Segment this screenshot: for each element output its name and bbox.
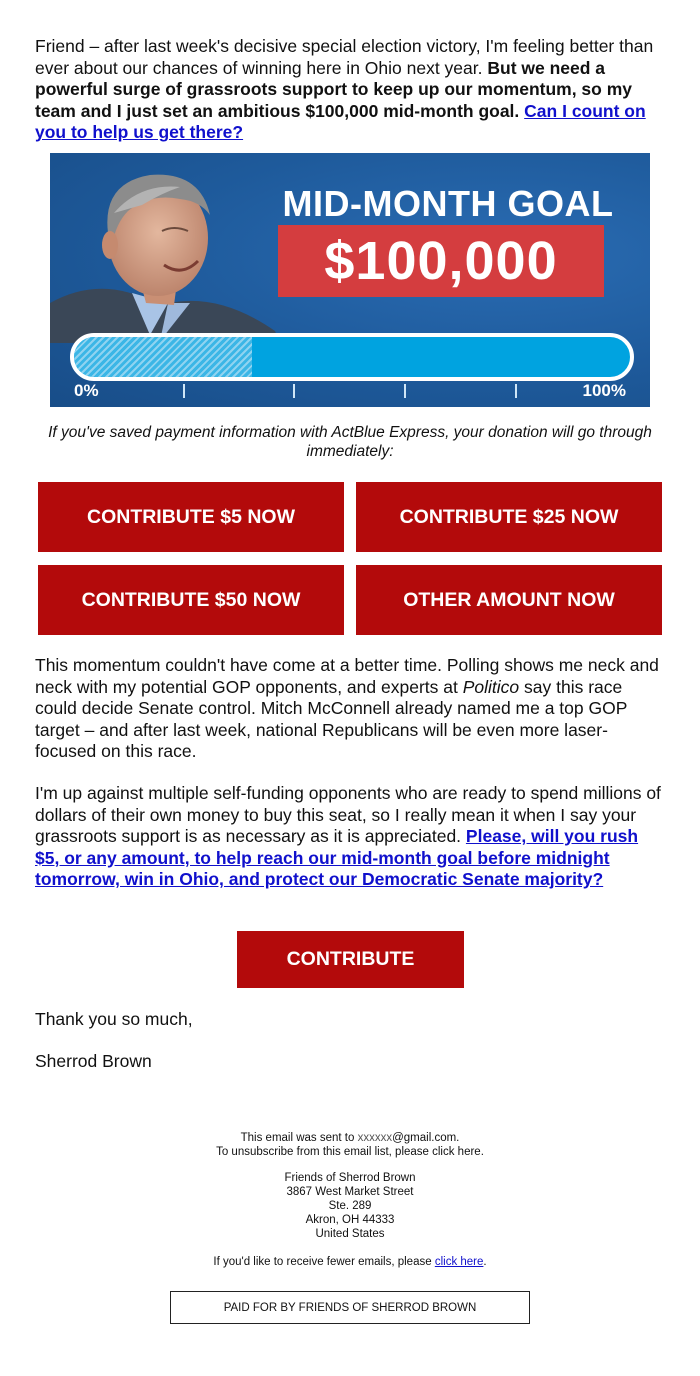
momentum-paragraph — [35, 655, 667, 763]
banner-title: MID-MONTH GOAL — [282, 183, 614, 224]
appeal-text: I'm up against multiple self-funding opponents who are ready to spend millions of dollars of their own money to buy this seat, so I really mean it when I say your grassroots support is as necessary as it is appreciated. — [35, 783, 661, 847]
paid-for-disclaimer: PAID FOR BY FRIENDS OF SHERROD BROWN — [170, 1291, 530, 1324]
sent-to-prefix: This email was sent to — [240, 1132, 355, 1144]
goal-progress-fill — [74, 337, 252, 377]
intro-lead-text: Friend – after last week's decisive special election victory, I'm feeling better than ever about our chances of winning here in Ohio next year. — [35, 36, 654, 78]
address-country: United States — [315, 1228, 385, 1240]
progress-tick — [293, 384, 295, 398]
progress-end-label: 100% — [582, 381, 626, 400]
address-street: 3867 West Market Street — [286, 1186, 414, 1198]
goal-amount: $100,000 — [278, 225, 604, 297]
sent-to-line — [100, 1131, 600, 1145]
email-domain: @gmail.com. — [392, 1132, 460, 1144]
other-amount-button[interactable]: OTHER AMOUNT NOW — [356, 565, 662, 635]
politico-italic: Politico — [462, 676, 520, 697]
contribute-25-button[interactable]: CONTRIBUTE $25 NOW — [356, 482, 662, 552]
progress-tick — [404, 384, 406, 398]
signature-name: Sherrod Brown — [35, 1051, 152, 1071]
intro-donate-link[interactable]: Can I count on you to help us get there? — [35, 100, 646, 143]
fewer-emails-prefix: If you'd like to receive fewer emails, please — [213, 1256, 432, 1268]
goal-progress-bar — [70, 333, 634, 381]
progress-tick — [515, 384, 517, 398]
footer-address — [100, 1171, 600, 1241]
intro-bold-text: But we need a powerful surge of grassroots support to keep up our momentum, so my team and I just set an ambitious $100,000 mid-month goal. — [35, 57, 633, 121]
appeal-donate-link[interactable]: Please, will you rush $5, or any amount, to help reach our mid-month goal before midnight tomorrow, win in Ohio, and protect our Democratic Senate majority? — [35, 826, 639, 890]
contribute-button[interactable]: CONTRIBUTE — [237, 931, 464, 988]
contribute-50-button[interactable]: CONTRIBUTE $50 NOW — [38, 565, 344, 635]
fewer-emails-line — [100, 1255, 600, 1269]
contribute-5-button[interactable]: CONTRIBUTE $5 NOW — [38, 482, 344, 552]
candidate-portrait — [50, 153, 280, 343]
footer-recipient-block — [100, 1131, 600, 1159]
masked-email-user: xxxxxx — [357, 1132, 393, 1144]
thanks-text: Thank you so much, — [35, 1009, 193, 1029]
fewer-emails-link[interactable]: click here — [434, 1256, 484, 1268]
intro-paragraph — [35, 36, 667, 144]
address-suite: Ste. 289 — [328, 1200, 372, 1212]
appeal-paragraph — [35, 783, 667, 891]
progress-start-label: 0% — [74, 381, 99, 400]
momentum-text-end: say this race could decide Senate control. Mitch McConnell already named me a top GOP target – and after last week, national Republicans will be even more laser-focused on this race. — [35, 676, 628, 762]
momentum-text-start: This momentum couldn't have come at a better time. Polling shows me neck and neck with my potential GOP opponents, and experts at — [35, 655, 659, 697]
unsubscribe-line[interactable]: To unsubscribe from this email list, please click here. — [216, 1146, 484, 1158]
progress-tick — [183, 384, 185, 398]
express-note: If you've saved payment information with ActBlue Express, your donation will go through immediately: — [48, 424, 652, 460]
fewer-emails-suffix: . — [483, 1256, 487, 1268]
goal-banner[interactable] — [50, 153, 650, 407]
address-city: Akron, OH 44333 — [305, 1214, 395, 1226]
org-name: Friends of Sherrod Brown — [284, 1172, 416, 1184]
